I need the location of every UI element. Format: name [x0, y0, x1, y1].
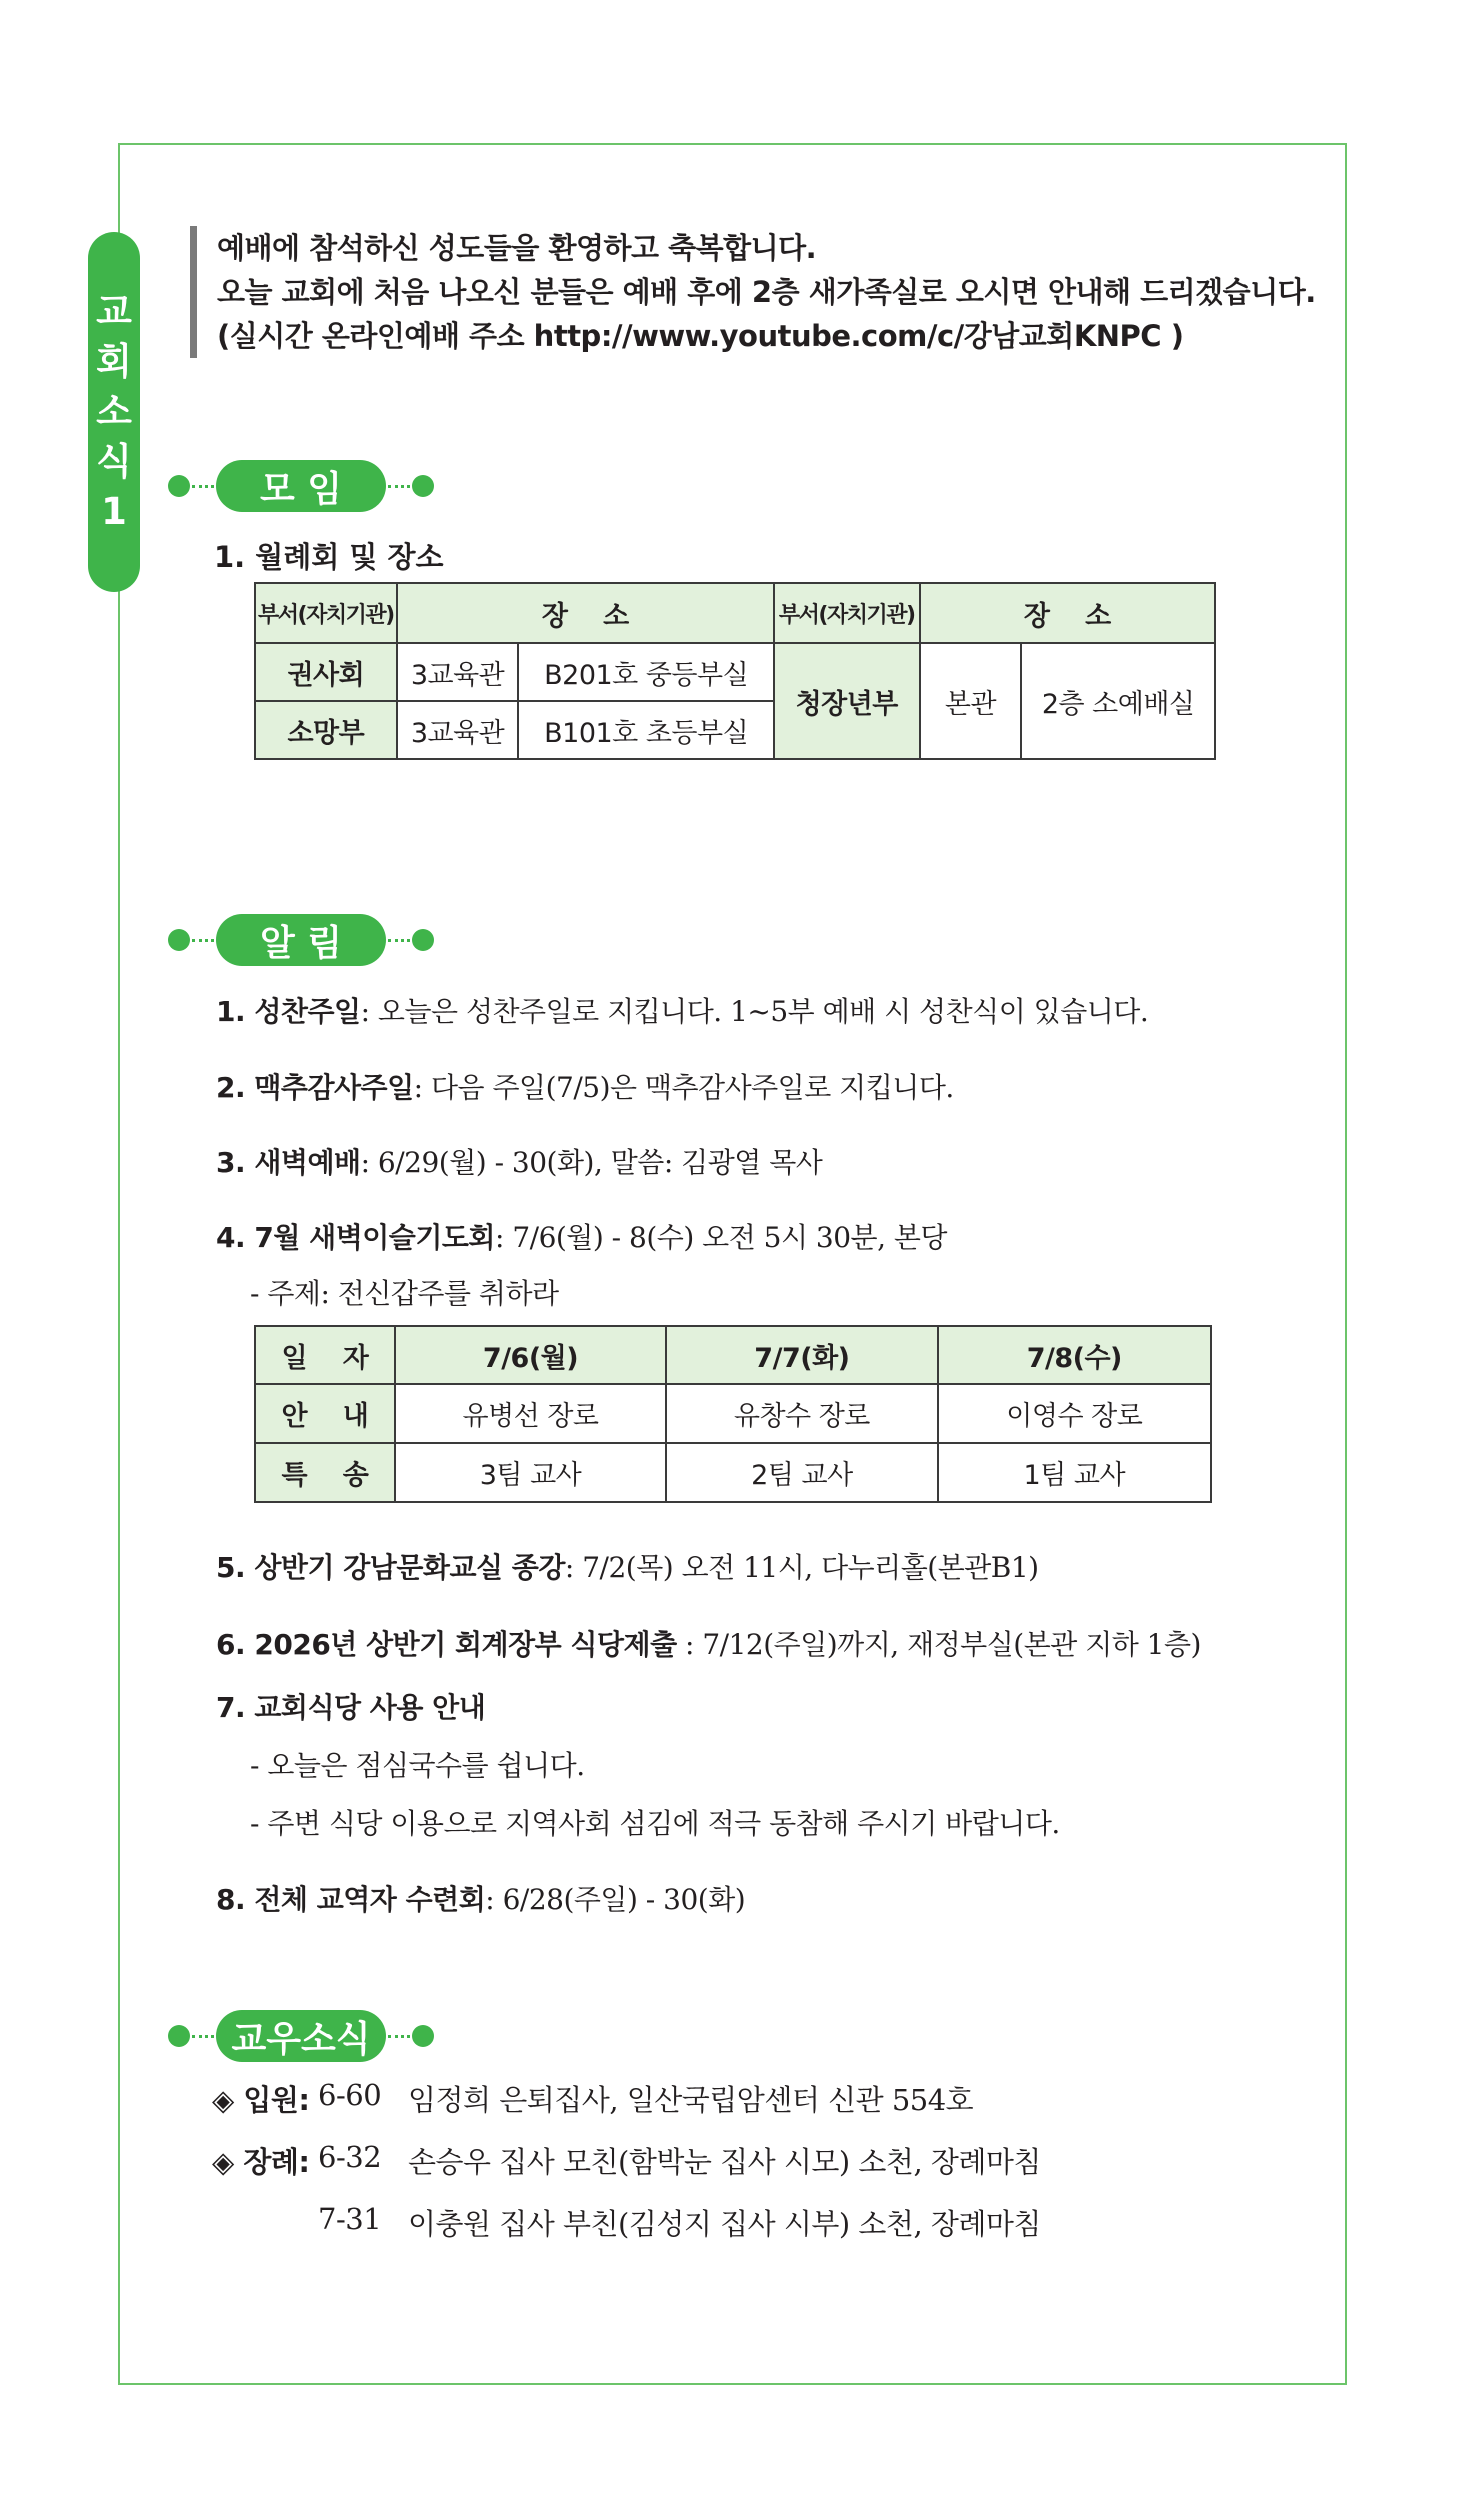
meeting-subtitle: 1. 월례회 및 장소	[214, 540, 444, 574]
date-cell: 7/7(화)	[666, 1326, 937, 1384]
row-label-song: 특 송	[255, 1443, 395, 1502]
dotted-line	[192, 2035, 214, 2038]
notice-text: : 7/2(목) 오전 11시, 다누리홀(본관B1)	[564, 1551, 1039, 1584]
side-tab-char: 소	[96, 390, 132, 433]
notice-text: : 다음 주일(7/5)은 맥추감사주일로 지킵니다.	[413, 1071, 954, 1104]
notice-label: 6. 2026년 상반기 회계장부 식당제출	[216, 1628, 677, 1661]
notice-label: 2. 맥추감사주일	[216, 1071, 414, 1104]
notice-text: : 7/6(월) - 8(수) 오전 5시 30분, 본당	[494, 1221, 947, 1254]
notice-text: : 오늘은 성찬주일로 지킵니다. 1~5부 예배 시 성찬식이 있습니다.	[360, 995, 1149, 1028]
notice-label: 5. 상반기 강남문화교실 종강	[216, 1551, 565, 1584]
notice-text: : 6/29(월) - 30(화), 말씀: 김광열 목사	[360, 1146, 823, 1179]
dotted-line	[192, 939, 214, 942]
notice-item	[216, 1878, 745, 1918]
meeting-table	[254, 582, 1216, 760]
dot-icon	[168, 475, 190, 497]
section-title-meeting: 모 임	[216, 460, 386, 512]
news-text: 손승우 집사 모친(함박눈 집사 시모) 소천, 장례마침	[408, 2145, 1041, 2179]
news-date: 7-31	[318, 2202, 382, 2236]
song-cell: 3팀 교사	[395, 1443, 666, 1502]
building-cell: 3교육관	[397, 643, 519, 701]
notice-subtext: - 주제: 전신갑주를 취하라	[250, 1277, 559, 1310]
notice-text: : 7/12(주일)까지, 재정부실(본관 지하 1층)	[676, 1628, 1201, 1661]
guide-cell: 이영수 장로	[938, 1384, 1211, 1443]
side-tab-char: 회	[96, 340, 132, 383]
notice-item	[216, 1141, 822, 1181]
header-dept: 부서(자치기관)	[255, 583, 397, 643]
header-dept: 부서(자치기관)	[774, 583, 920, 643]
section-header-members	[168, 2010, 434, 2062]
intro-line: 오늘 교회에 처음 나오신 분들은 예배 후에 2층 새가족실로 오시면 안내해 드리겠습니다.	[217, 275, 1316, 309]
notice-label: 8. 전체 교역자 수련회	[216, 1883, 486, 1916]
song-cell: 2팀 교사	[666, 1443, 937, 1502]
member-news-item	[212, 2140, 1041, 2181]
header-place: 장 소	[397, 583, 774, 643]
dot-icon	[412, 2025, 434, 2047]
notice-item	[216, 1546, 1039, 1586]
section-header-notice	[168, 914, 434, 966]
date-cell: 7/8(수)	[938, 1326, 1211, 1384]
side-tab-char: 교	[96, 290, 132, 333]
member-news-item	[212, 2202, 1041, 2243]
intro-line: 예배에 참석하신 성도들을 환영하고 축복합니다.	[217, 231, 817, 265]
notice-item	[216, 1623, 1201, 1663]
dotted-line	[388, 2035, 410, 2038]
notice-label: 4. 7월 새벽이슬기도회	[216, 1221, 495, 1254]
notice-label: 7. 교회식당 사용 안내	[216, 1691, 486, 1724]
notice-subtext: - 오늘은 점심국수를 쉽니다.	[250, 1749, 585, 1782]
notice-item	[216, 1066, 954, 1106]
news-label: ◈ 입원:	[212, 2083, 310, 2117]
dept-cell: 청장년부	[774, 643, 920, 759]
notice-text: : 6/28(주일) - 30(화)	[485, 1883, 746, 1916]
header-place: 장 소	[920, 583, 1215, 643]
guide-cell: 유창수 장로	[666, 1384, 937, 1443]
notice-item	[216, 1686, 485, 1726]
section-header-meeting	[168, 460, 434, 512]
guide-cell: 유병선 장로	[395, 1384, 666, 1443]
dot-icon	[168, 929, 190, 951]
row-label-date: 일 자	[255, 1326, 395, 1384]
room-cell: B201호 중등부실	[518, 643, 773, 701]
news-date: 6-32	[318, 2140, 382, 2174]
prayer-schedule-table	[254, 1325, 1212, 1503]
dot-icon	[412, 475, 434, 497]
building-cell: 본관	[920, 643, 1022, 759]
notice-label: 3. 새벽예배	[216, 1146, 361, 1179]
section-title-members: 교우소식	[216, 2010, 386, 2062]
notice-subtext: - 주변 식당 이용으로 지역사회 섬김에 적극 동참해 주시기 바랍니다.	[250, 1807, 1060, 1840]
dotted-line	[388, 939, 410, 942]
news-text: 이충원 집사 부친(김성지 집사 시부) 소천, 장례마침	[408, 2207, 1041, 2241]
news-date: 6-60	[318, 2078, 382, 2112]
room-cell: B101호 초등부실	[518, 701, 773, 759]
dotted-line	[388, 485, 410, 488]
welcome-intro	[190, 226, 1316, 358]
member-news-item	[212, 2078, 973, 2119]
intro-line: (실시간 온라인예배 주소 http://www.youtube.com/c/강남교회KNPC )	[217, 319, 1184, 353]
dot-icon	[168, 2025, 190, 2047]
notice-item	[216, 1216, 947, 1256]
dept-cell: 권사회	[255, 643, 397, 701]
side-tab-char: 1	[101, 490, 127, 533]
side-tab-char: 식	[96, 440, 132, 483]
notice-item	[216, 990, 1148, 1030]
dot-icon	[412, 929, 434, 951]
news-label: ◈ 장례:	[212, 2145, 310, 2179]
notice-label: 1. 성찬주일	[216, 995, 361, 1028]
date-cell: 7/6(월)	[395, 1326, 666, 1384]
dotted-line	[192, 485, 214, 488]
song-cell: 1팀 교사	[938, 1443, 1211, 1502]
news-label	[212, 2202, 318, 2243]
dept-cell: 소망부	[255, 701, 397, 759]
building-cell: 3교육관	[397, 701, 519, 759]
row-label-guide: 안 내	[255, 1384, 395, 1443]
news-text: 임정희 은퇴집사, 일산국립암센터 신관 554호	[408, 2083, 974, 2117]
section-title-notice: 알 림	[216, 914, 386, 966]
room-cell: 2층 소예배실	[1021, 643, 1215, 759]
side-tab	[88, 232, 140, 592]
